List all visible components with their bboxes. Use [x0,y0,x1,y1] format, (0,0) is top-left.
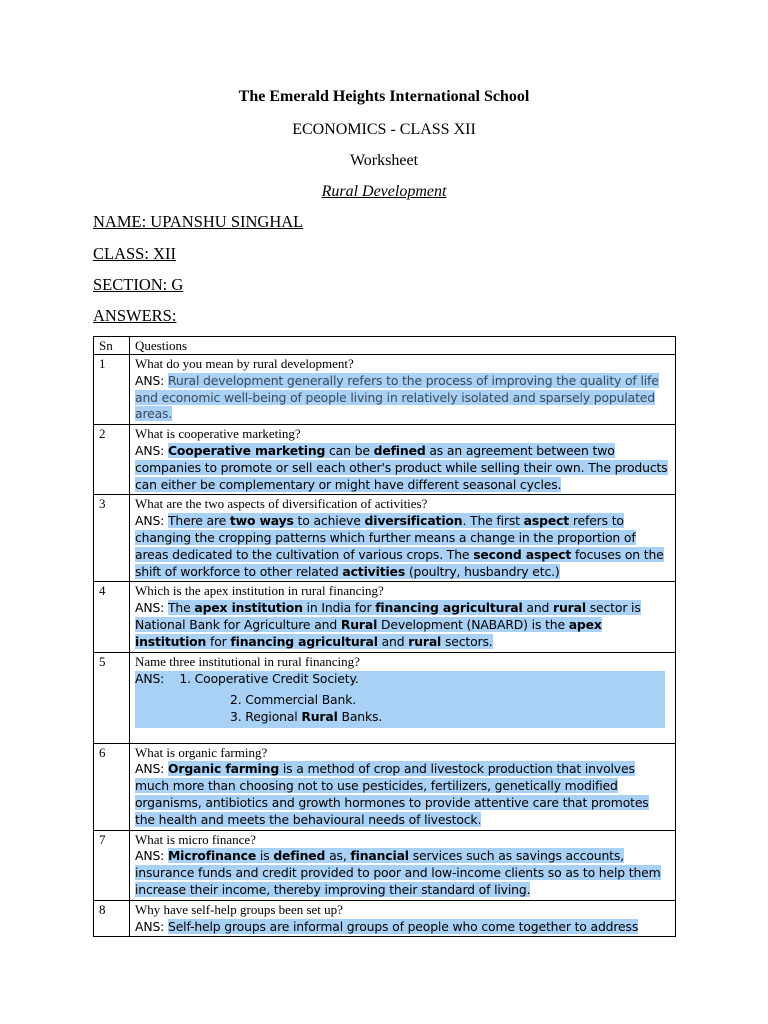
student-section: SECTION: G [93,275,184,294]
question-text: What is micro finance? [135,831,256,847]
answer-body: Self-help groups are informal groups of people who come together to address [167,918,639,934]
question-text: Why have self-help groups been set up? [135,901,343,917]
qa-cell [130,900,676,937]
answer-label: ANS: [135,671,165,687]
school-title: The Emerald Heights International School [238,88,530,105]
questions-table [93,336,676,937]
answer-list [135,671,665,727]
qa-cell [130,652,676,743]
table-row [94,652,676,743]
answer-label: ANS: [135,513,165,529]
question-text: What is cooperative marketing? [135,426,301,442]
document-type: Worksheet [349,152,419,169]
table-row [94,743,676,830]
answer-body: Microfinance is defined as, financial services such as savings accounts, insurance funds and credit provided to poor and low-income clients so as to help them increase their income, thereby improving their standard of living. [135,848,661,897]
answer-text [135,600,670,650]
qa-cell [130,743,676,830]
answer-text [135,848,670,898]
qa-cell [130,425,676,495]
column-header-questions: Questions [130,337,676,355]
answer-body: Organic farming is a method of crop and livestock production that involves much more than choosing not to use pesticides, fertilizers, genetically modified organisms, antibiotics and growth hormones to provide attentive care that promotes the health and meets the behavioural needs of livestock. [135,761,649,827]
answer-text [135,373,670,423]
question-text: Which is the apex institution in rural financing? [135,583,384,599]
question-text: What are the two aspects of diversification of activities? [135,496,428,512]
row-number: 1 [94,355,130,425]
table-row [94,900,676,937]
row-number: 5 [94,652,130,743]
table-row [94,355,676,425]
student-name: NAME: UPANSHU SINGHAL [93,212,304,231]
row-number: 6 [94,743,130,830]
table-row [94,582,676,652]
qa-cell [130,582,676,652]
student-class: CLASS: XII [93,244,176,263]
qa-cell [130,355,676,425]
answers-heading: ANSWERS: [93,306,177,325]
answer-label: ANS: [135,600,165,616]
answer-label: ANS: [135,442,165,458]
question-text: What do you mean by rural development? [135,356,354,371]
row-number: 2 [94,425,130,495]
table-row [94,830,676,900]
row-number: 7 [94,830,130,900]
table-row [94,425,676,495]
answer-body: There are two ways to achieve diversification. The first aspect refers to changing the cropping patterns which further means a change in the proportion of areas dedicated to the cultivation of various crops. The second aspect focuses on the shift of workforce to other related activities (poultry, husbandry etc.) [135,513,664,579]
answer-text [135,513,670,580]
row-number: 4 [94,582,130,652]
answer-label: ANS: [135,848,165,864]
column-header-sn: Sn [94,337,130,355]
question-text: Name three institutional in rural financing? [135,653,360,669]
table-row [94,495,676,582]
answer-text [135,761,670,828]
qa-cell [130,495,676,582]
list-item: 3. Regional Rural Banks. [230,708,383,724]
row-number: 3 [94,495,130,582]
table-header-row [94,337,676,355]
answer-text [135,919,670,936]
answer-body: Rural development generally refers to the process of improving the quality of life and economic well-being of people living in relatively isolated and sparsely populated areas. [135,372,659,422]
list-item-text: 1. Cooperative Credit Society. [179,671,359,687]
list-item [135,671,665,688]
row-number: 8 [94,900,130,937]
answer-text [135,443,670,493]
qa-cell [130,830,676,900]
question-text: What is organic farming? [135,744,268,760]
list-item: 2. Commercial Bank. [230,692,357,708]
answer-label: ANS: [135,918,165,934]
answer-label: ANS: [135,372,165,388]
answer-body: The apex institution in India for financing agricultural and rural sector is National Bank for Agriculture and Rural Development (NABARD) is the apex institution for financing agricultural and rural sectors. [135,600,641,649]
answer-label: ANS: [135,761,165,777]
answer-body: Cooperative marketing can be defined as an agreement between two companies to promote or sell each other's product while selling their own. The products can either be complementary or might have different seasonal cycles. [135,442,668,492]
topic-title: Rural Development [321,183,447,200]
subject-heading: ECONOMICS - CLASS XII [292,121,476,138]
